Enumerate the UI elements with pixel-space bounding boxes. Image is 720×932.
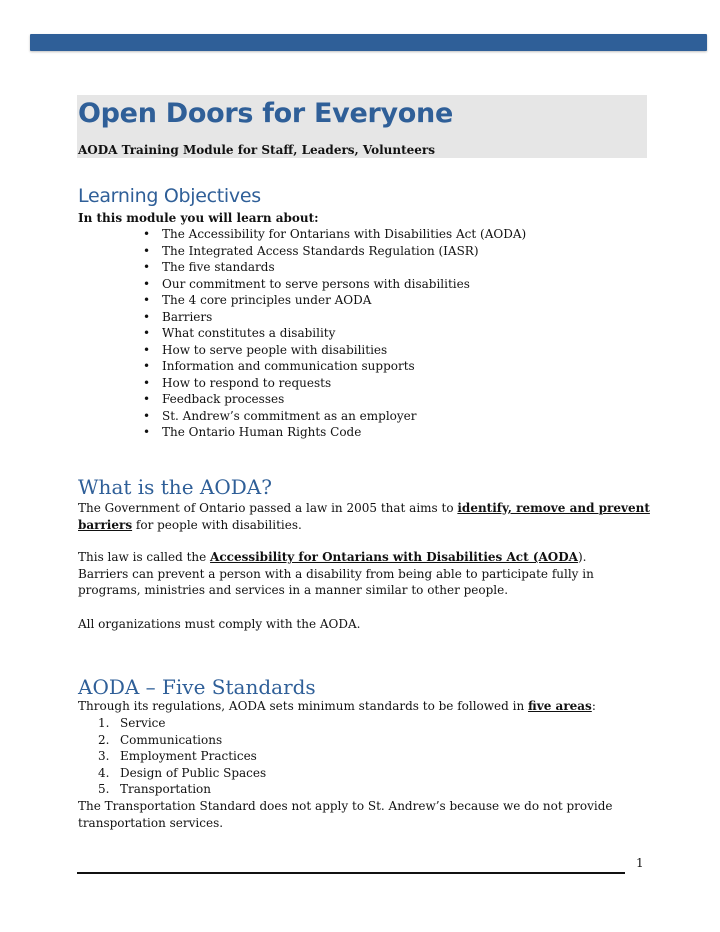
list-item: • The Accessibility for Ontarians with Disabilities Act (AODA): [143, 227, 527, 241]
list-item: 3. Employment Practices: [98, 749, 257, 763]
list-item: • The Integrated Access Standards Regulation (IASR): [143, 243, 479, 258]
bullet-icon: •: [143, 326, 151, 340]
list-item: • The Ontario Human Rights Code: [143, 425, 362, 439]
list-item: • Our commitment to serve persons with disabilities: [143, 276, 470, 291]
what-is-aoda-heading: What is the AODA?: [78, 475, 272, 499]
list-item: • How to serve people with disabilities: [143, 342, 388, 357]
bullet-icon: •: [143, 243, 151, 258]
bullet-icon: •: [143, 342, 151, 357]
bullet-icon: •: [143, 260, 151, 274]
bullet-icon: •: [143, 309, 151, 324]
bullet-icon: •: [143, 276, 151, 291]
list-item: • The five standards: [143, 260, 275, 274]
what-is-aoda-paragraph-1: The Government of Ontario passed a law in 2005 that aims to identify, remove and prevent barriers for people with disabilities.: [78, 501, 650, 532]
list-item: 2. Communications: [98, 732, 223, 747]
document-subtitle: AODA Training Module for Staff, Leaders, Volunteers: [78, 143, 435, 157]
list-item: • Information and communication supports: [143, 359, 415, 373]
learning-objectives-list: [140, 226, 526, 441]
bullet-icon: •: [143, 392, 151, 406]
five-standards-heading: AODA – Five Standards: [78, 675, 316, 699]
five-standards-list: [98, 715, 266, 798]
list-item: • Feedback processes: [143, 392, 285, 406]
bullet-icon: •: [143, 359, 151, 373]
document-title: Open Doors for Everyone: [78, 98, 453, 129]
list-item: 4. Design of Public Spaces: [98, 765, 267, 780]
learning-objectives-intro: In this module you will learn about:: [78, 211, 319, 225]
what-is-aoda-paragraph-3: All organizations must comply with the AODA.: [78, 617, 361, 631]
bullet-icon: •: [143, 227, 151, 241]
five-standards-intro: Through its regulations, AODA sets minimum standards to be followed in five areas:: [78, 699, 596, 713]
list-item: • St. Andrew’s commitment as an employer: [143, 408, 417, 423]
bullet-icon: •: [143, 425, 151, 439]
bullet-icon: •: [143, 408, 151, 423]
list-item: 1. Service: [98, 716, 166, 730]
footer-rule: [77, 872, 625, 874]
transportation-note: The Transportation Standard does not apply to St. Andrew’s because we do not provide transportation services.: [78, 799, 613, 830]
list-item: • Barriers: [143, 309, 213, 324]
bullet-icon: •: [143, 375, 151, 390]
list-item: • The 4 core principles under AODA: [143, 293, 372, 307]
page-number: 1: [636, 856, 644, 870]
learning-objectives-heading: Learning Objectives: [78, 185, 261, 207]
list-item: • What constitutes a disability: [143, 326, 336, 340]
list-item: 5. Transportation: [98, 782, 212, 796]
bullet-icon: •: [143, 293, 151, 307]
header-bar: [30, 34, 707, 51]
list-item: • How to respond to requests: [143, 375, 332, 390]
what-is-aoda-paragraph-2: This law is called the Accessibility for Ontarians with Disabilities Act (AODA). Barriers can prevent a person with a disability from being able to participate fully in programs, ministries and services in a manner similar to other people.: [78, 550, 594, 597]
